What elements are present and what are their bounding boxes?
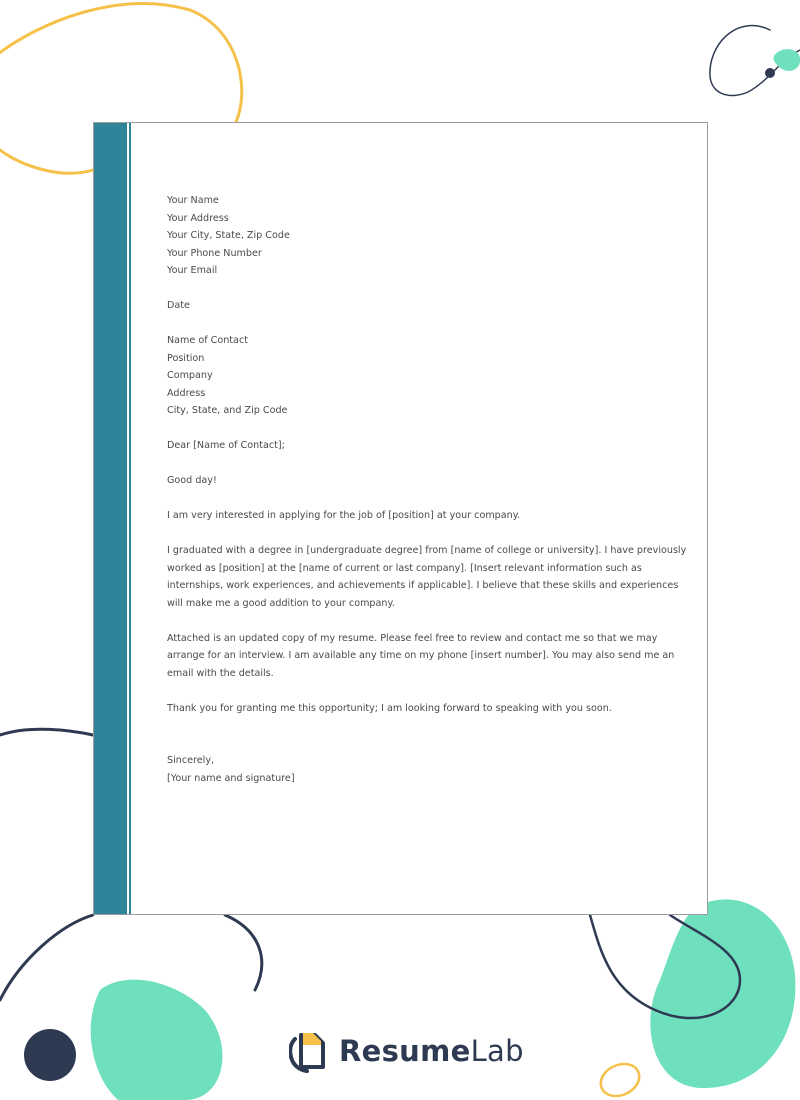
recipient-city-state-zip: City, State, and Zip Code: [167, 405, 288, 416]
accent-band: [94, 123, 127, 914]
letter-page: [93, 122, 708, 915]
paragraph-resume: Attached is an updated copy of my resume. Please feel free to review and contact me so that we may arrange for an interview. I am available any time on my phone [insert number]. You may also send me an email with the details.: [167, 632, 675, 679]
sender-email: Your Email: [167, 265, 218, 276]
resumelab-logo: [289, 1028, 524, 1074]
sender-name: Your Name: [167, 195, 219, 206]
yellow-ring-bottom-right: [596, 1058, 645, 1100]
navy-wave-left: [0, 729, 93, 735]
recipient-address: Address: [167, 387, 206, 399]
accent-band-line: [129, 123, 131, 914]
signature: [Your name and signature]: [167, 772, 295, 784]
sender-address: Your Address: [167, 212, 229, 224]
sender-city-state-zip: Your City, State, Zip Code: [167, 230, 290, 241]
navy-dot-bottom-left: [24, 1029, 76, 1081]
navy-wave-bottom-left: [0, 915, 262, 1000]
recipient-contact: Name of Contact: [167, 335, 248, 346]
mint-blob-bottom-left: [91, 980, 223, 1100]
greeting: Good day!: [167, 475, 217, 486]
paragraph-thanks: Thank you for granting me this opportunity; I am looking forward to speaking with you soon.: [167, 702, 612, 714]
paragraph-background: I graduated with a degree in [undergraduate degree] from [name of college or university]. I have previously worked as [position] at the [name of current or last company]. [Insert relevant information such as internships, work experiences, and achievements if applicable]. I believe that these skills and experiences will make me a good addition to your company.: [167, 545, 687, 609]
wordmark-lab: Lab: [470, 1034, 524, 1068]
recipient-position: Position: [167, 352, 205, 364]
mint-blob-bottom-right: [650, 899, 795, 1088]
sender-phone: Your Phone Number: [167, 247, 262, 259]
closing: Sincerely,: [167, 755, 215, 766]
mint-blob-top-right: [774, 49, 800, 71]
salutation: Dear [Name of Contact];: [167, 440, 285, 451]
recipient-company: Company: [167, 370, 213, 381]
resumelab-wordmark: [339, 1034, 524, 1068]
letter-date: Date: [167, 300, 190, 311]
navy-line-bottom-right: [590, 915, 740, 1018]
navy-loop-top-right: [710, 26, 800, 96]
resumelab-logo-icon: [289, 1029, 329, 1073]
letter-body: [167, 192, 687, 787]
navy-dot-top-right: [765, 68, 775, 78]
paragraph-interest: I am very interested in applying for the job of [position] at your company.: [167, 510, 521, 521]
wordmark-resume: Resume: [339, 1034, 471, 1068]
